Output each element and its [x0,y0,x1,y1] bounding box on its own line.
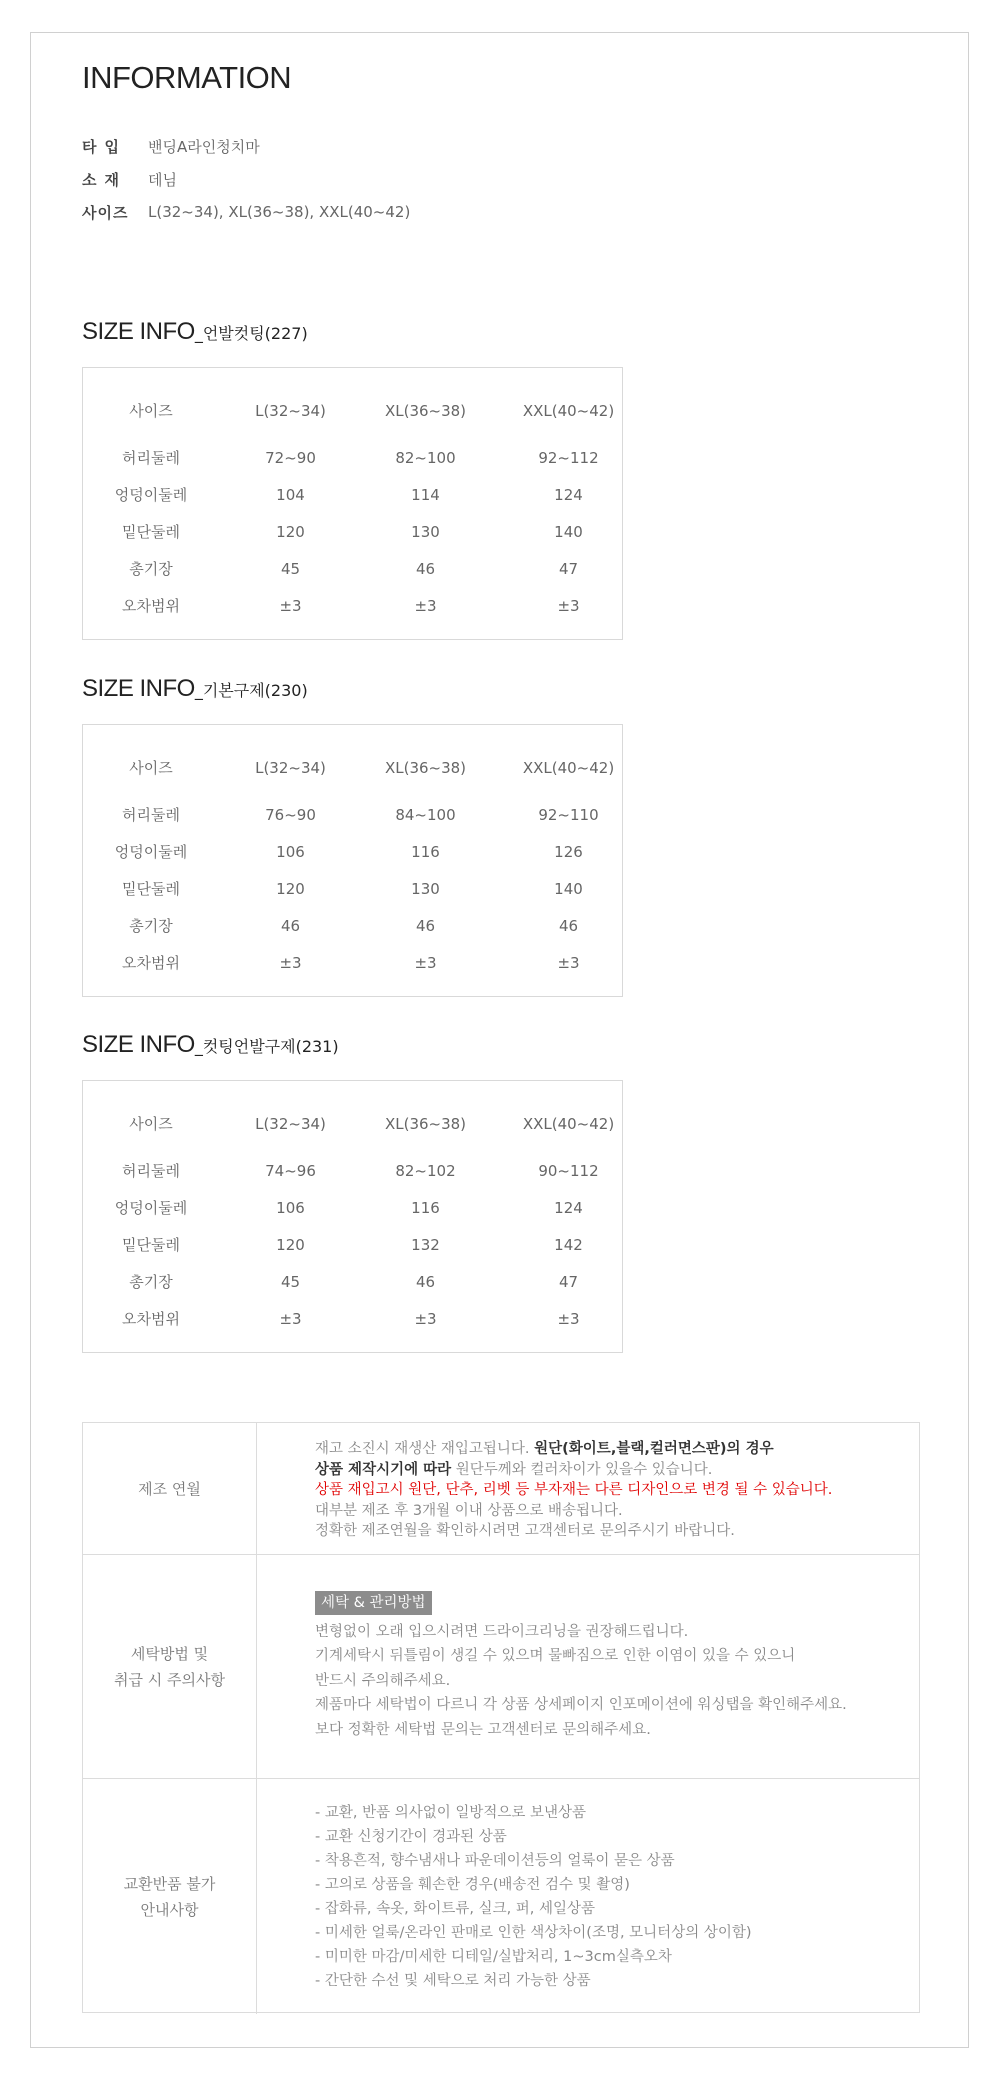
notice-line: 대부분 제조 후 3개월 이내 상품으로 배송됩니다. [315,1502,623,1519]
row-label: 엉덩이둘레 [114,486,188,504]
list-item: - 교환, 반품 의사없이 일방적으로 보낸상품 [315,1805,587,1821]
cell: 120 [276,523,305,541]
row-label: 밑단둘레 [122,523,180,541]
cell: 142 [554,1236,583,1254]
notice-text: 원단두께와 컬러차이가 있을수 있습니다. [451,1461,713,1478]
notice-warning-line: 상품 재입고시 원단, 단추, 리벳 등 부자재는 다른 디자인으로 변경 될 수 있습니다. [315,1482,833,1498]
notice-content [315,1801,752,1993]
cell: 92~112 [538,449,599,467]
cell: ±3 [414,954,437,972]
cell: 82~102 [395,1162,456,1180]
notice-line: 변형없이 오래 입으시려면 드라이크리닝을 권장해드립니다. [315,1623,689,1640]
size-info-title-2 [82,675,308,703]
cell: 45 [280,560,301,578]
cell: ±3 [557,1310,580,1328]
cell: ±3 [279,954,302,972]
info-key: 사이즈 [82,203,129,222]
notice-table [82,1422,920,2013]
notice-label [83,1779,257,2014]
header-cell: 사이즈 [129,1115,173,1133]
size-title-main: SIZE INFO [82,675,195,702]
table-row [83,554,622,584]
cell: 106 [276,843,305,861]
header-cell: XL(36~38) [384,402,467,420]
size-table-3 [82,1080,623,1353]
notice-line: 반드시 주의해주세요. [315,1672,451,1689]
cell: 140 [554,523,583,541]
notice-text: 재고 소진시 재생산 재입고됩니다. [315,1441,535,1457]
size-info-title-3 [82,1031,339,1059]
cell: 130 [411,523,440,541]
size-info-title-1 [82,318,308,346]
cell: ±3 [414,597,437,615]
size-table-1 [82,367,623,640]
row-label: 총기장 [129,1273,173,1291]
cell: 130 [411,880,440,898]
table-row [83,591,622,621]
washing-badge: 세탁 & 관리방법 [315,1591,432,1615]
size-table-header [83,753,622,783]
header-cell: XXL(40~42) [522,759,615,777]
cell: 124 [554,486,583,504]
table-row [83,1230,622,1260]
cell: 76~90 [265,806,316,824]
notice-section-exchange [83,1779,919,2014]
cell: 45 [280,1273,301,1291]
table-row [83,800,622,830]
row-label: 허리둘레 [122,806,180,824]
size-table-header [83,1109,622,1139]
cell: 72~90 [265,449,316,467]
list-item: - 미세한 얼룩/온라인 판매로 인한 색상차이(조명, 모니터상의 상이함) [315,1925,752,1941]
header-cell: XL(36~38) [384,759,467,777]
cell: 47 [558,1273,579,1291]
info-row-material [82,166,177,192]
cell: 116 [411,1199,440,1217]
notice-label-text: 세탁방법 및 [130,1644,209,1663]
size-title-sub: _컷팅언발구제(231) [194,1037,339,1056]
cell: 46 [280,917,301,935]
row-label: 오차범위 [122,597,180,615]
table-row [83,837,622,867]
notice-label [83,1423,257,1554]
row-label: 엉덩이둘레 [114,1199,188,1217]
header-cell: L(32~34) [255,759,326,777]
cell: 92~110 [538,806,599,824]
cell: ±3 [279,597,302,615]
table-row [83,443,622,473]
list-item: - 잡화류, 속옷, 화이트류, 실크, 퍼, 세일상품 [315,1901,596,1917]
notice-text-bold: 원단(화이트,블랙,컬러면스판)의 경우 [534,1441,774,1457]
cell: 126 [554,843,583,861]
notice-line: 기계세탁시 뒤틀림이 생길 수 있으며 물빠짐으로 인한 이염이 있을 수 있으니 [315,1648,796,1664]
row-label: 총기장 [129,560,173,578]
notice-line [315,1439,832,1460]
table-row [83,1304,622,1334]
size-table-2 [82,724,623,997]
info-value: 밴딩A라인청치마 [148,137,260,156]
notice-text-bold: 상품 제작시기에 따라 [315,1461,452,1478]
table-row [83,517,622,547]
cell: 46 [415,560,436,578]
table-row [83,1267,622,1297]
row-label: 허리둘레 [122,1162,180,1180]
cell: 46 [558,917,579,935]
cell: 120 [276,1236,305,1254]
header-cell: 사이즈 [129,402,173,420]
cell: 46 [415,917,436,935]
table-row [83,480,622,510]
cell: ±3 [557,597,580,615]
table-row [83,874,622,904]
size-title-sub: _언발컷팅(227) [194,324,308,343]
info-value: L(32~34), XL(36~38), XXL(40~42) [148,203,411,221]
header-cell: XXL(40~42) [522,402,615,420]
table-row [83,1156,622,1186]
header-cell: 사이즈 [129,759,173,777]
cell: 74~96 [265,1162,316,1180]
cell: 106 [276,1199,305,1217]
row-label: 밑단둘레 [122,1236,180,1254]
row-label: 오차범위 [122,1310,180,1328]
info-row-type [82,133,260,159]
info-row-size [82,199,410,225]
size-title-main: SIZE INFO [82,318,195,345]
row-label: 엉덩이둘레 [114,843,188,861]
row-label: 밑단둘레 [122,880,180,898]
list-item: - 고의로 상품을 훼손한 경우(배송전 검수 및 촬영) [315,1877,630,1893]
cell: 84~100 [395,806,456,824]
list-item: - 교환 신청기간이 경과된 상품 [315,1829,507,1845]
info-value: 데님 [148,170,177,189]
header-cell: L(32~34) [255,402,326,420]
notice-label-text: 안내사항 [140,1900,199,1919]
information-title: INFORMATION [82,60,292,95]
cell: 82~100 [395,449,456,467]
notice-line [315,1460,832,1481]
cell: ±3 [279,1310,302,1328]
cell: ±3 [557,954,580,972]
notice-label-text: 교환반품 불가 [123,1874,216,1893]
notice-label-text: 취급 시 주의사항 [114,1670,225,1689]
cell: 46 [415,1273,436,1291]
table-row [83,948,622,978]
row-label: 오차범위 [122,954,180,972]
notice-label-text: 제조 연월 [138,1479,201,1498]
notice-line [315,1591,847,1616]
size-table-header [83,396,622,426]
row-label: 총기장 [129,917,173,935]
size-title-sub: _기본구제(230) [194,681,308,700]
notice-section-manufacture [83,1423,919,1555]
info-key: 소재 [82,170,127,189]
cell: 90~112 [538,1162,599,1180]
notice-line: 정확한 제조연월을 확인하시려면 고객센터로 문의주시기 바랍니다. [315,1523,735,1539]
cell: 116 [411,843,440,861]
notice-line: 제품마다 세탁법이 다르니 각 상품 상세페이지 인포메이션에 워싱탭을 확인해주세요. [315,1697,847,1713]
cell: 47 [558,560,579,578]
info-key: 타입 [82,137,127,156]
header-cell: L(32~34) [255,1115,326,1133]
cell: 132 [411,1236,440,1254]
list-item: - 미미한 마감/미세한 디테일/실밥처리, 1~3cm실측오차 [315,1949,672,1965]
size-title-main: SIZE INFO [82,1031,195,1058]
table-row [83,1193,622,1223]
notice-label [83,1555,257,1778]
cell: 114 [411,486,440,504]
notice-content [315,1439,832,1542]
cell: 124 [554,1199,583,1217]
row-label: 허리둘레 [122,449,180,467]
cell: 140 [554,880,583,898]
notice-line: 보다 정확한 세탁법 문의는 고객센터로 문의해주세요. [315,1721,651,1738]
table-row [83,911,622,941]
cell: ±3 [414,1310,437,1328]
header-cell: XL(36~38) [384,1115,467,1133]
list-item: - 착용흔적, 향수냄새나 파운데이션등의 얼룩이 묻은 상품 [315,1853,675,1869]
cell: 120 [276,880,305,898]
notice-content [315,1591,847,1742]
header-cell: XXL(40~42) [522,1115,615,1133]
cell: 104 [276,486,305,504]
notice-section-washing [83,1555,919,1779]
list-item: - 간단한 수선 및 세탁으로 처리 가능한 상품 [315,1973,591,1989]
